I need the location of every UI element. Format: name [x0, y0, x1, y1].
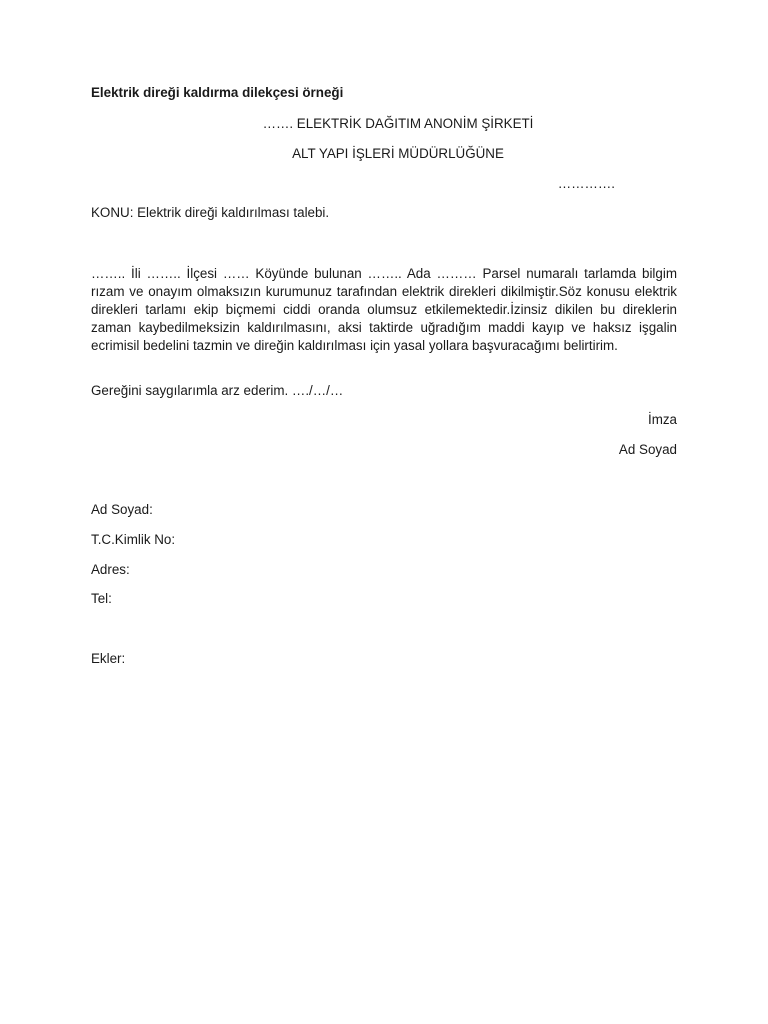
- name-field-label: Ad Soyad:: [91, 502, 153, 517]
- document-page: [91, 0, 677, 1024]
- signature-label: İmza: [647, 412, 677, 427]
- petition-body: …….. İli …….. İlçesi …… Köyünde bulunan …….. Ada ……… Parsel numaralı tarlamda bilgim rızam ve onayım olmaksızın kurumunuz tarafından elektrik direkleri dikilmiştir.Söz konusu elektrik direkleri tarlamı ekip biçmemi ciddi oranda olumsuz etkilemektedir.İzinsiz dikilen bu direklerin zaman kaybedilmeksizin kaldırılmasını, aksi taktirde uğradığım maddi kayıp ve haksız işgalin ecrimisil bedelini tazmin ve direğin kaldırılması için yasal yollara başvuracağımı belirtirim.: [91, 266, 677, 353]
- recipient-department: ALT YAPI İŞLERİ MÜDÜRLÜĞÜNE: [292, 146, 504, 161]
- date-placeholder: ………….: [557, 176, 615, 191]
- document-title: Elektrik direği kaldırma dilekçesi örneği: [91, 85, 344, 100]
- tc-id-field-label: T.C.Kimlik No:: [91, 532, 176, 547]
- recipient-company: ……. ELEKTRİK DAĞITIM ANONİM ŞİRKETİ: [262, 116, 534, 131]
- phone-field-label: Tel:: [91, 591, 112, 606]
- closing-line: Gereğini saygılarımla arz ederim. …./…/…: [91, 383, 344, 398]
- attachments-field-label: Ekler:: [91, 651, 126, 666]
- signature-name: Ad Soyad: [618, 442, 677, 457]
- address-field-label: Adres:: [91, 562, 130, 577]
- subject-line: KONU: Elektrik direği kaldırılması talebi.: [91, 205, 330, 220]
